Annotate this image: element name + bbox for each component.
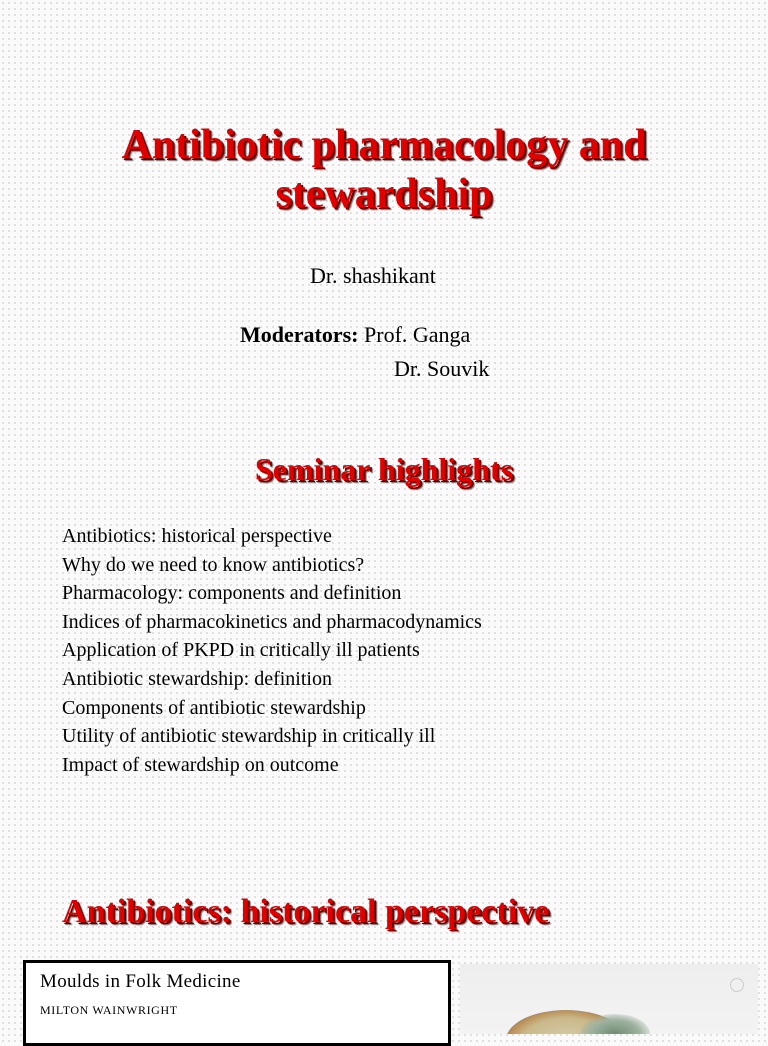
slide-title-line-2: stewardship (275, 171, 493, 217)
book-title: Moulds in Folk Medicine (40, 971, 241, 992)
moderators-label: Moderators: (240, 322, 359, 347)
moderator-1: Prof. Ganga (364, 322, 471, 347)
highlight-item: Utility of antibiotic stewardship in critically ill (62, 725, 436, 748)
highlight-item: Pharmacology: components and definition (62, 582, 402, 605)
highlight-item: Impact of stewardship on outcome (62, 753, 339, 776)
book-author: MILTON WAINWRIGHT (40, 1003, 178, 1017)
highlight-item: Why do we need to know antibiotics? (62, 553, 365, 576)
book-excerpt-image (23, 960, 451, 1046)
moderators-block (240, 318, 489, 386)
presenter-name: Dr. shashikant (310, 263, 436, 288)
highlight-item: Indices of pharmacokinetics and pharmacodynamics (62, 610, 482, 633)
highlight-item: Antibiotics: historical perspective (62, 525, 332, 547)
seminar-highlights-title: Seminar highlights (254, 451, 514, 487)
highlight-item: Components of antibiotic stewardship (62, 696, 366, 719)
moderator-2: Dr. Souvik (394, 356, 490, 381)
highlights-list (62, 522, 482, 779)
historical-perspective-title: Antibiotics: historical perspective (62, 893, 550, 930)
watermark-icon (730, 978, 744, 992)
slide-title-line-1: Antibiotic pharmacology and (121, 122, 647, 168)
moderators-row-1 (240, 318, 489, 352)
slide-title (0, 121, 768, 219)
highlight-item: Application of PKPD in critically ill patients (62, 639, 420, 662)
highlight-item: Antibiotic stewardship: definition (62, 667, 332, 690)
